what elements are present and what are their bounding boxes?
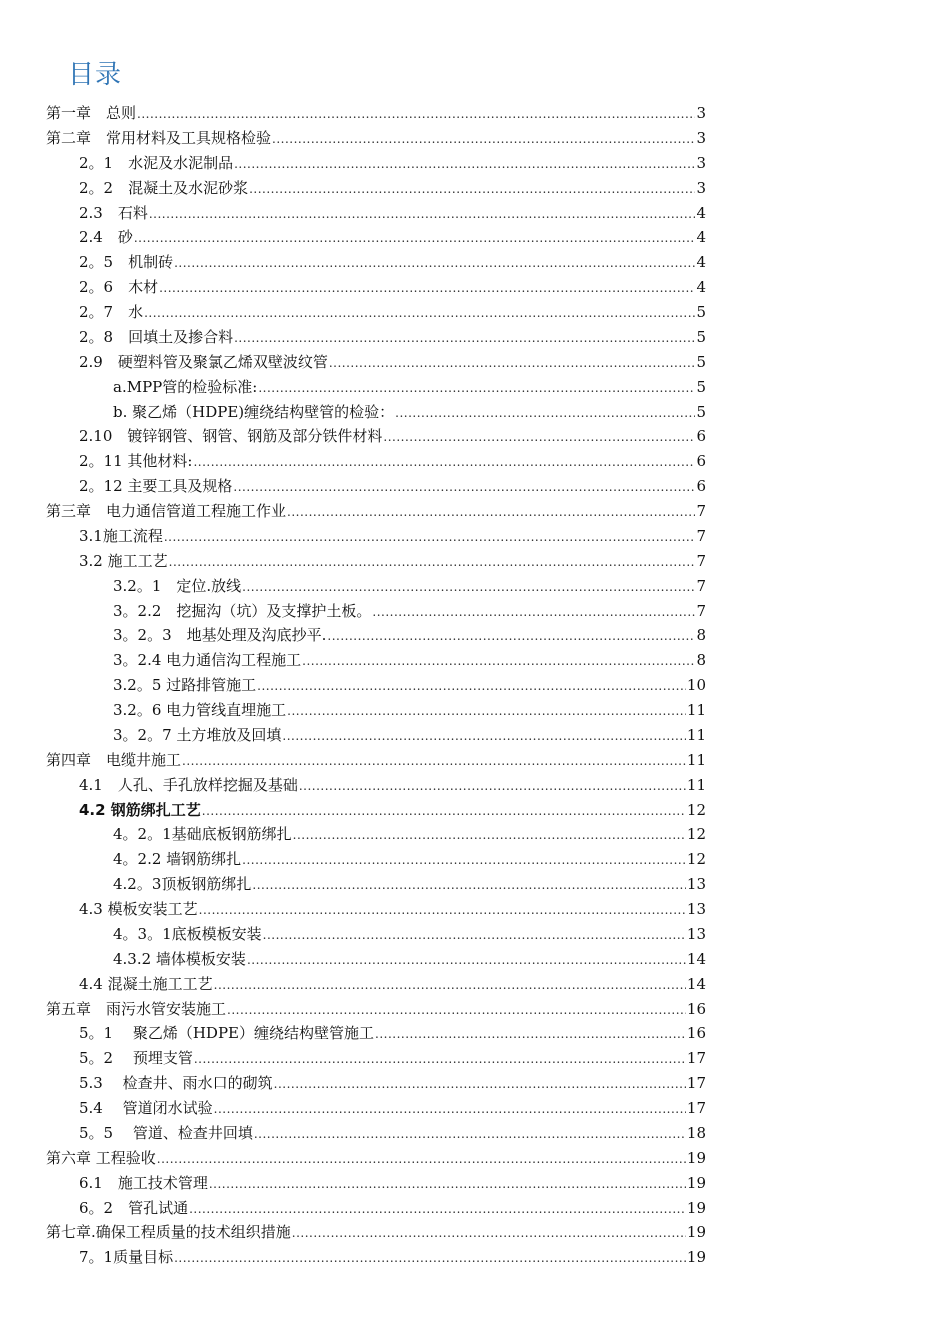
dot-leader	[274, 1074, 686, 1092]
dot-leader	[144, 303, 695, 321]
toc-entry[interactable]	[46, 1221, 706, 1246]
toc-entry-page: 17	[686, 1074, 706, 1093]
toc-entry[interactable]	[46, 1122, 706, 1147]
dot-leader	[299, 776, 686, 794]
toc-entry-title: b. 聚乙烯（HDPE)缠绕结构壁管的检验：	[113, 402, 395, 421]
toc-entry-title: 4.4 混凝土施工工艺	[79, 974, 213, 993]
dot-leader	[157, 1149, 686, 1167]
dot-leader	[252, 875, 686, 893]
toc-entry-page: 3	[696, 128, 706, 147]
toc-entry-title: 2.4 砂	[79, 228, 133, 247]
toc-entry-page: 19	[686, 1223, 706, 1242]
dot-leader	[134, 228, 695, 246]
toc-entry-page: 11	[686, 701, 706, 719]
toc-entry-title: 2.10 镀锌钢管、钢管、钢筋及部分铁件材料	[79, 427, 383, 446]
toc-entry[interactable]	[46, 351, 706, 376]
toc-entry[interactable]	[46, 823, 706, 848]
toc-entry[interactable]	[46, 649, 706, 674]
toc-entry-page: 19	[686, 1198, 706, 1217]
toc-entry-title: 第三章 电力通信管道工程施工作业	[46, 502, 287, 520]
toc-entry-title: 第四章 电缆井施工	[46, 750, 182, 769]
toc-entry-title: 4.2。3顶板钢筋绑扎	[113, 875, 252, 894]
dot-leader	[214, 1099, 686, 1117]
toc-entry[interactable]	[46, 1147, 706, 1172]
toc-entry[interactable]	[46, 674, 706, 699]
toc-entry-page: 14	[686, 974, 706, 993]
toc-entry-page: 5	[696, 352, 706, 371]
toc-entry-title: 2。2 混凝土及水泥砂浆	[79, 178, 249, 197]
dot-leader	[159, 278, 695, 296]
toc-entry-title: 5。5 管道、检查井回填	[79, 1123, 253, 1142]
toc-entry-title: a.MPP管的检验标准:	[113, 377, 258, 396]
toc-entry[interactable]	[46, 749, 706, 774]
dot-leader	[372, 602, 695, 620]
toc-entry-page: 5	[696, 402, 706, 421]
toc-entry[interactable]	[46, 550, 706, 575]
dot-leader	[214, 975, 686, 993]
toc-entry[interactable]	[46, 401, 706, 426]
toc-entry-title: 6.1 施工技术管理	[79, 1173, 208, 1192]
toc-entry-title: 第一章 总则	[46, 104, 137, 122]
dot-leader	[234, 154, 695, 172]
toc-entry-title: 4.1 人孔、手孔放样挖掘及基础	[79, 775, 298, 794]
toc-entry[interactable]	[46, 425, 706, 450]
toc-entry[interactable]	[46, 1047, 706, 1072]
toc-entry-title: 第二章 常用材料及工具规格检验	[46, 128, 272, 147]
dot-leader	[287, 701, 686, 719]
toc-entry-title: 3。2。7 土方堆放及回填	[113, 725, 282, 744]
toc-entry[interactable]	[46, 326, 706, 351]
toc-entry-title: 4。2.2 墙钢筋绑扎	[113, 850, 242, 869]
dot-leader	[287, 502, 695, 520]
toc-entry-page: 7	[696, 526, 706, 545]
toc-entry[interactable]	[46, 774, 706, 799]
toc-entry[interactable]	[46, 1172, 706, 1197]
toc-entry[interactable]	[46, 500, 706, 525]
toc-entry-page: 3	[696, 104, 706, 122]
toc-entry-page: 8	[696, 651, 706, 670]
toc-entry-page: 11	[686, 775, 706, 794]
dot-leader	[149, 204, 695, 222]
toc-entry-page: 16	[686, 1024, 706, 1043]
toc-entry-page: 12	[686, 800, 706, 819]
table-of-contents	[46, 102, 706, 1271]
toc-entry[interactable]	[46, 450, 706, 475]
toc-entry-page: 6	[696, 452, 706, 471]
dot-leader	[233, 477, 695, 495]
dot-leader	[193, 452, 695, 470]
toc-entry-page: 5	[696, 303, 706, 321]
toc-entry[interactable]	[46, 724, 706, 749]
toc-entry[interactable]	[46, 1022, 706, 1047]
toc-entry-title: 3。2。3 地基处理及沟底抄平.	[113, 626, 327, 645]
toc-entry[interactable]	[46, 152, 706, 177]
dot-leader	[327, 626, 695, 644]
toc-entry-page: 12	[686, 825, 706, 844]
dot-leader	[257, 676, 686, 694]
toc-entry-page: 6	[696, 477, 706, 496]
dot-leader	[249, 179, 695, 197]
dot-leader	[202, 801, 686, 819]
toc-entry[interactable]	[46, 1072, 706, 1097]
dot-leader	[263, 925, 686, 943]
toc-entry-page: 4	[696, 203, 706, 222]
toc-entry-title: 3.2。6 电力管线直埋施工	[113, 701, 287, 719]
toc-entry-title: 3。2.2 挖掘沟（坑）及支撑护土板。	[113, 601, 372, 620]
dot-leader	[272, 129, 695, 147]
toc-entry-title: 第五章 雨污水管安装施工	[46, 999, 227, 1018]
dot-leader	[254, 1124, 686, 1142]
toc-entry-page: 19	[686, 1248, 706, 1267]
toc-entry[interactable]	[46, 948, 706, 973]
toc-entry[interactable]	[46, 177, 706, 202]
toc-entry[interactable]	[46, 1197, 706, 1222]
toc-entry[interactable]	[46, 600, 706, 625]
toc-entry[interactable]	[46, 276, 706, 301]
toc-entry-page: 5	[696, 327, 706, 346]
toc-entry-title: 2.9 硬塑料管及聚氯乙烯双壁波纹管	[79, 352, 328, 371]
toc-entry-page: 13	[686, 924, 706, 943]
dot-leader	[247, 950, 686, 968]
dot-leader	[137, 104, 695, 122]
toc-entry-title: 3.1施工流程	[79, 526, 163, 545]
toc-entry-page: 16	[686, 999, 706, 1018]
toc-entry-title: 2。1 水泥及水泥制品	[79, 153, 234, 172]
dot-leader	[189, 1199, 686, 1217]
toc-title: 目录	[68, 60, 123, 90]
toc-entry-title: 5。1 聚乙烯（HDPE）缠绕结构壁管施工	[79, 1024, 375, 1043]
toc-entry-page: 14	[686, 949, 706, 968]
toc-entry-page: 11	[686, 725, 706, 744]
toc-entry-page: 7	[696, 601, 706, 620]
dot-leader	[227, 1000, 686, 1018]
dot-leader	[282, 726, 686, 744]
toc-entry[interactable]	[46, 475, 706, 500]
toc-entry-title: 2。7 水	[79, 303, 144, 321]
toc-entry-page: 5	[696, 377, 706, 396]
toc-entry-page: 7	[696, 576, 706, 595]
toc-entry[interactable]	[46, 251, 706, 276]
toc-entry[interactable]	[46, 923, 706, 948]
toc-entry-page: 19	[686, 1173, 706, 1192]
toc-entry-title: 2。11 其他材料:	[79, 452, 193, 471]
toc-entry-title: 2.3 石料	[79, 203, 148, 222]
dot-leader	[395, 403, 695, 421]
dot-leader	[242, 577, 695, 595]
toc-entry-title: 4.3.2 墙体模板安装	[113, 949, 246, 968]
toc-entry[interactable]	[46, 624, 706, 649]
toc-entry[interactable]	[46, 525, 706, 550]
toc-entry-page: 4	[696, 278, 706, 297]
toc-entry-page: 3	[696, 178, 706, 197]
dot-leader	[174, 253, 695, 271]
dot-leader	[164, 527, 695, 545]
toc-entry-title: 第七章.确保工程质量的技术组织措施	[46, 1223, 291, 1242]
toc-entry[interactable]	[46, 301, 706, 326]
toc-entry-title: 2。12 主要工具及规格	[79, 477, 233, 496]
toc-entry-title: 6。2 管孔试通	[79, 1198, 189, 1217]
toc-entry-page: 6	[696, 427, 706, 446]
dot-leader	[375, 1024, 686, 1042]
toc-entry[interactable]	[46, 226, 706, 251]
dot-leader	[209, 1174, 686, 1192]
toc-entry-title: 5。2 预埋支管	[79, 1049, 193, 1068]
dot-leader	[182, 751, 686, 769]
dot-leader	[169, 552, 695, 570]
dot-leader	[383, 427, 695, 445]
dot-leader	[199, 900, 686, 918]
toc-entry-title: 3.2。1 定位.放线	[113, 576, 242, 595]
toc-entry[interactable]	[46, 898, 706, 923]
toc-entry-title: 4。3。1底板模板安装	[113, 924, 262, 943]
toc-entry-title: 3.2 施工工艺	[79, 551, 168, 570]
toc-entry-page: 18	[686, 1123, 706, 1142]
toc-entry-title: 5.4 管道闭水试验	[79, 1099, 213, 1117]
dot-leader	[258, 378, 695, 396]
dot-leader	[302, 651, 695, 669]
toc-entry[interactable]	[46, 699, 706, 724]
dot-leader	[329, 353, 695, 371]
toc-entry-title: 4。2。1基础底板钢筋绑扎	[113, 825, 292, 844]
toc-entry-page: 12	[686, 850, 706, 869]
dot-leader	[242, 850, 686, 868]
dot-leader	[293, 825, 686, 843]
toc-entry-title: 3。2.4 电力通信沟工程施工	[113, 651, 302, 670]
toc-entry-page: 11	[686, 750, 706, 769]
dot-leader	[194, 1049, 686, 1067]
toc-entry[interactable]	[46, 998, 706, 1023]
toc-entry[interactable]	[46, 1246, 706, 1271]
toc-entry-page: 7	[696, 551, 706, 570]
dot-leader	[292, 1223, 686, 1241]
toc-entry-title: 4.2 钢筋绑扎工艺	[79, 800, 201, 819]
toc-entry-title: 5.3 检查井、雨水口的砌筑	[79, 1074, 273, 1093]
toc-entry[interactable]	[46, 202, 706, 227]
toc-entry-page: 3	[696, 153, 706, 172]
toc-entry[interactable]	[46, 799, 706, 824]
toc-entry-title: 7。1质量目标	[79, 1248, 174, 1267]
toc-entry-page: 17	[686, 1099, 706, 1117]
toc-entry-title: 4.3 模板安装工艺	[79, 900, 198, 918]
toc-entry[interactable]	[46, 973, 706, 998]
toc-entry-page: 4	[696, 228, 706, 247]
toc-entry-page: 7	[696, 502, 706, 520]
toc-entry[interactable]	[46, 127, 706, 152]
toc-entry-title: 3.2。5 过路排管施工	[113, 676, 257, 695]
toc-entry-title: 2。5 机制砖	[79, 253, 174, 272]
toc-entry-page: 8	[696, 626, 706, 645]
toc-entry-page: 4	[696, 253, 706, 272]
toc-entry-page: 13	[686, 875, 706, 894]
toc-entry-title: 第六章 工程验收	[46, 1148, 156, 1167]
toc-entry-page: 19	[686, 1148, 706, 1167]
toc-entry-page: 17	[686, 1049, 706, 1068]
toc-entry[interactable]	[46, 1097, 706, 1122]
toc-entry-title: 2。8 回填土及掺合料	[79, 327, 234, 346]
toc-entry[interactable]	[46, 102, 706, 127]
toc-entry[interactable]	[46, 873, 706, 898]
dot-leader	[174, 1248, 686, 1266]
toc-entry[interactable]	[46, 848, 706, 873]
toc-entry[interactable]	[46, 376, 706, 401]
toc-entry-title: 2。6 木材	[79, 278, 159, 297]
toc-entry[interactable]	[46, 575, 706, 600]
dot-leader	[234, 328, 695, 346]
toc-entry-page: 13	[686, 900, 706, 918]
toc-entry-page: 10	[686, 676, 706, 695]
